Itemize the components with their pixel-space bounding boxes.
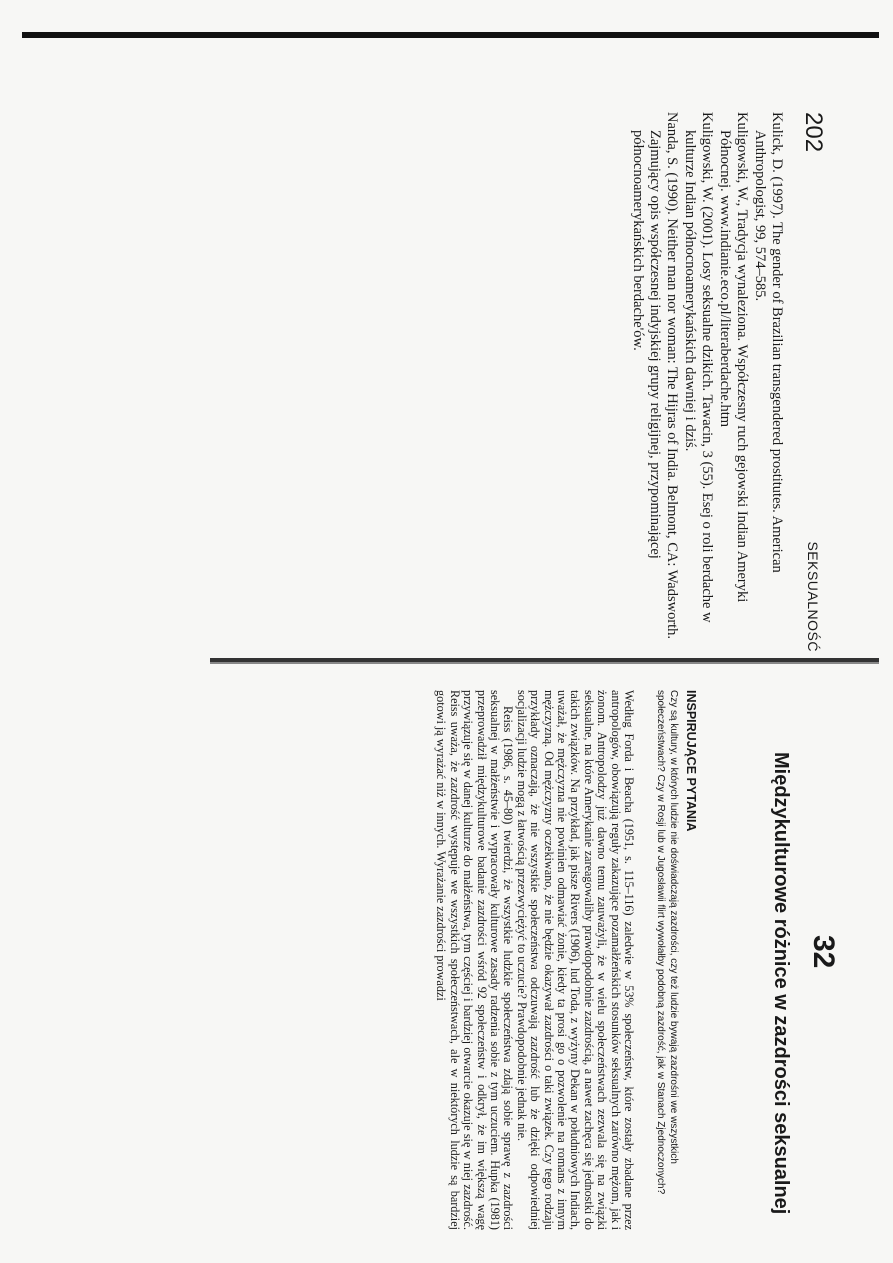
running-head: SEKSUALNOŚĆ (805, 541, 821, 652)
body-text (434, 690, 635, 1230)
paragraph: Reiss (1986, s. 45–80) twierdzi, że wszystkie ludzkie społeczeństwa zdają sobie sprawę z zazdrości seksualnej w małżeństwie i wypracowały kulturowe zasady radzenia sobie z tym uczuciem. Hupka (1981) przeprowadził międzykulturowe badanie zazdrości wśród 92 społeczeństw i odkrył, że im większą wagę przywiązuje się w danej kulturze do małżeństwa, tym częściej i bardziej otwarcie okazuje się w niej zazdrość. Reiss uważa, że zazdrość występuje we wszystkich społeczeństwach, ale w niektórych ludzie są bardziej gotowi ją wyrażać niż w innych. Wyrażanie zazdrości prowadzi (434, 690, 516, 1230)
section-title: INSPIRUJĄCE PYTANIA (684, 690, 698, 832)
page-divider-shadow (210, 662, 879, 664)
reference-item: Kuligowski, W., Tradycja wynaleziona. Współczesny ruch gejowski Indian Ameryki Północnej. www.indianie.eco.pl/literaberdache.htm (717, 112, 750, 603)
scan-edge-top (22, 32, 879, 38)
reference-list (628, 112, 785, 652)
lower-page (10, 690, 840, 1230)
reference-item: Kuligowski, W. (2001). Losy seksualne dzikich. Tawacin, 3 (55). Esej o roli berdache w kulturze Indian północnoamerykańskich dawniej i dziś. (682, 112, 715, 623)
chapter-number: 32 (807, 935, 840, 969)
paragraph: Według Forda i Beacha (1951, s. 115–116) zaledwie w 53% społeczeństw, które zostały zbadane przez antropologów, obowiązują reguły zakazujące pozamałżeńskich stosunków seksualnych zarówno mężom, jak i żonom. Antropolodzy już dawno temu zauważyli, że w wielu społeczeństwach zezwala się na związki seksualne, na które Amerykanie zareagowaliby prawdopodobnie zazdrością, a nawet zachęca się jednostki do takich związków. Na przykład, jak pisze Rivers (1906), lud Toda, z wyżyny Dekan w południowych Indiach, uważał, że mężczyzna nie powinien odmawiać żonie, kiedy ta prosi go o pozwolenie na romans z innym mężczyzną. Od mężczyzny oczekiwano, że nie będzie okazywał zazdrości o taki związek. Czy tego rodzaju przykłady oznaczają, że nie wszystkie społeczeństwa odczuwają zazdrość lub że dzięki odpowiedniej socjalizacji ludzie mogą z łatwością przezwyciężyć to uczucie? Prawdopodobnie jednak nie. (514, 690, 636, 1230)
upper-page (67, 112, 827, 652)
reference-item: Kulick, D. (1997). The gender of Brazilian transgendered prostitutes. American Anthropologist, 99, 574–585. (752, 112, 785, 573)
questions-text: Czy są kultury, w których ludzie nie doświadczają zazdrości, czy też ludzie bywają zazdrośni we wszystkich społeczeństwach? Czy w Rosji lub w Jugosławii flirt wywołałby podobną zazdrość, jak w Stanach Zjednoczonych? (655, 690, 679, 1195)
page-number: 202 (800, 112, 827, 153)
reference-item: Nanda, S. (1990). Neither man nor woman: The Hijras of India. Belmont, CA: Wadsworth. Zajmujący opis współczesnej indyjskiej grupy religijnej, przypominającej północnoamerykańskich berdache'ów. (630, 112, 680, 640)
chapter-title: Międzykulturowe różnice w zazdrości seksualnej (770, 752, 792, 1215)
